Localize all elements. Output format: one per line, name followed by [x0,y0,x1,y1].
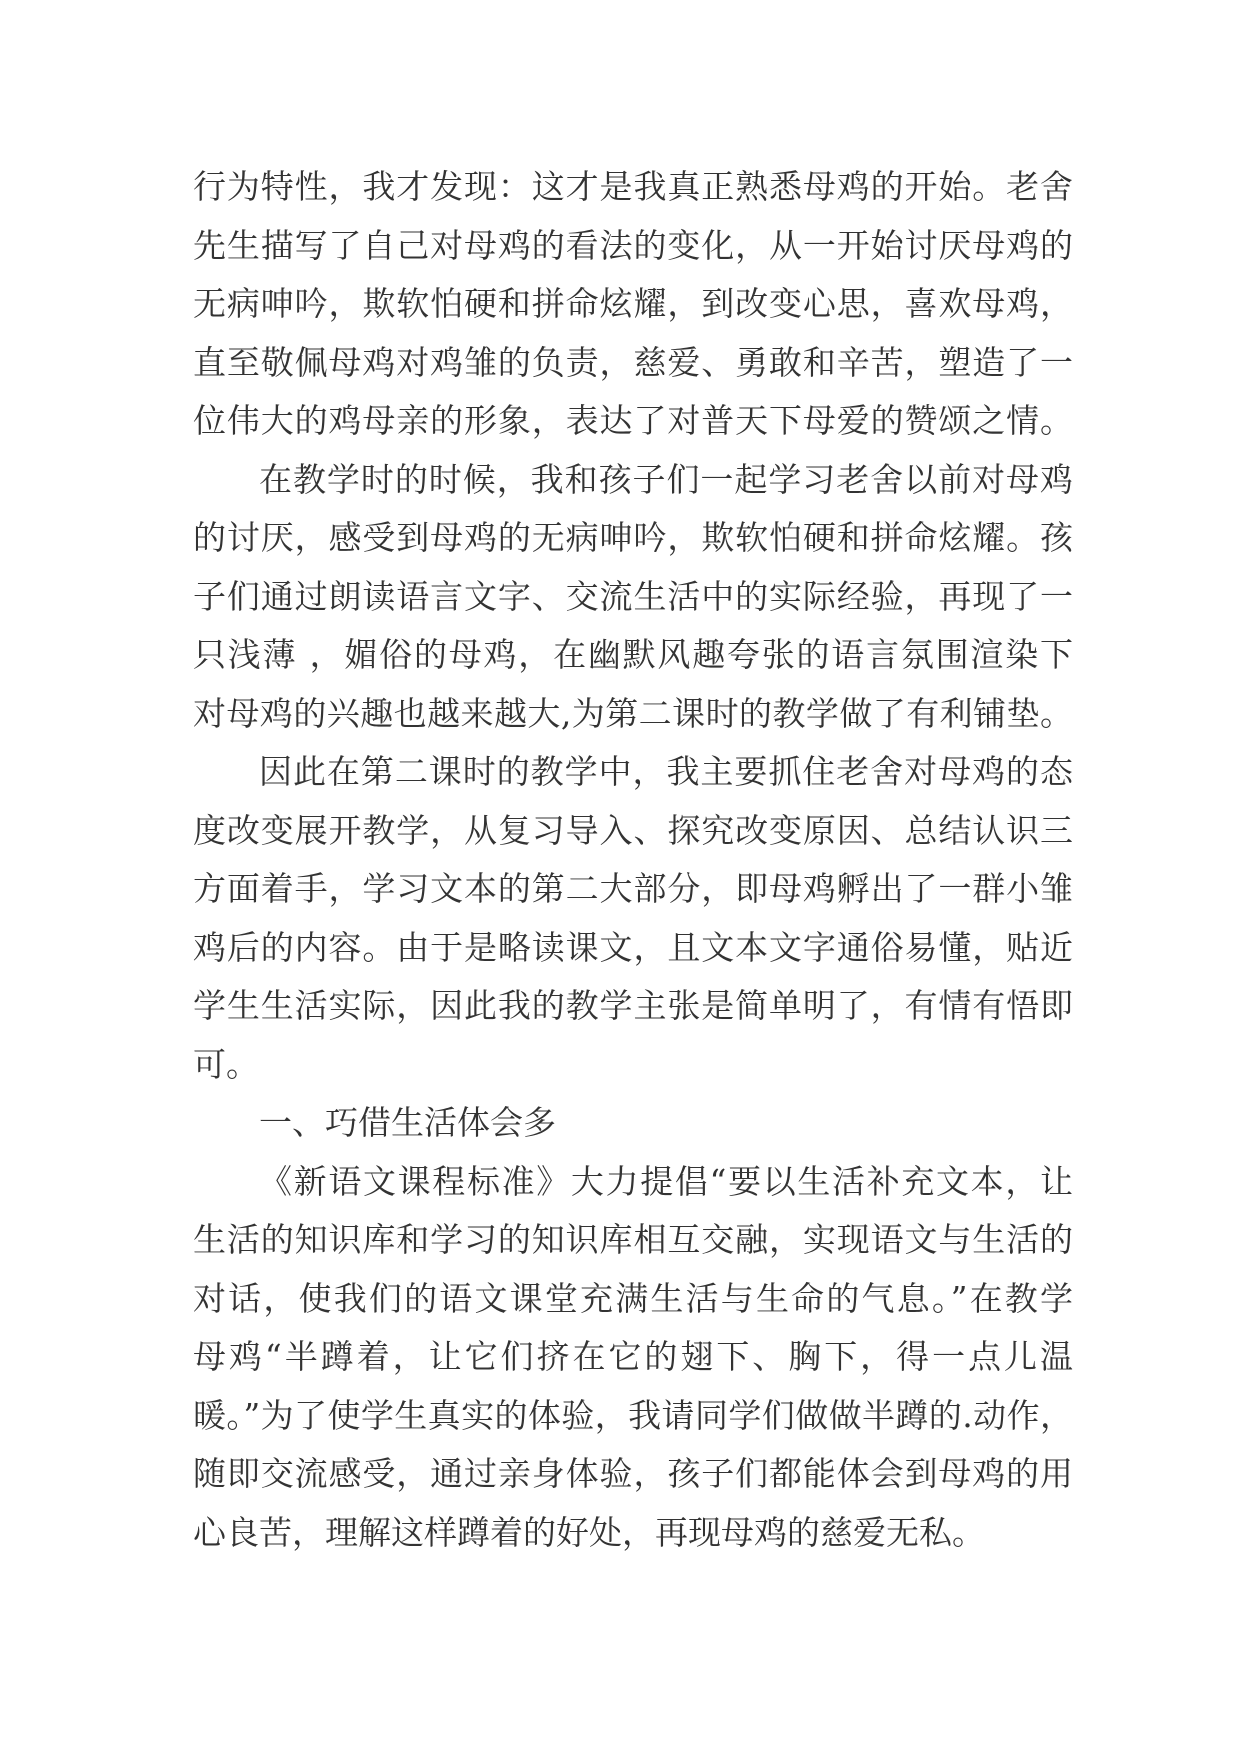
text-line: 无病呻吟，欺软怕硬和拼命炫耀，到改变心思，喜欢母鸡， [193,284,1073,323]
text-line: 只浅薄 ，媚俗的母鸡，在幽默风趣夸张的语言氛围渲染下 [193,635,1073,674]
text-line: 直至敬佩母鸡对鸡雏的负责，慈爱、勇敢和辛苦，塑造了一 [193,342,1073,382]
text-line: 对话，使我们的语文课堂充满生活与生命的气息。”在教学 [193,1278,1073,1318]
text-line: 先生描写了自己对母鸡的看法的变化，从一开始讨厌母鸡的 [193,225,1073,265]
body-text [193,158,1073,1562]
text-line: 行为特性，我才发现：这才是我真正熟悉母鸡的开始。老舍 [193,167,1073,206]
text-line: 度改变展开教学，从复习导入、探究改变原因、总结认识三 [193,810,1073,850]
text-line: 生活的知识库和学习的知识库相互交融，实现语文与生活的 [193,1220,1073,1259]
paragraph-first-line: 因此在第二课时的教学中，我主要抓住老舍对母鸡的态 [259,752,1073,791]
text-line: 可。 [193,1044,259,1084]
text-line: 位伟大的鸡母亲的形象，表达了对普天下母爱的赞颂之情。 [193,401,1073,440]
text-line: 方面着手，学习文本的第二大部分，即母鸡孵出了一群小雏 [193,869,1073,908]
text-line: 随即交流感受，通过亲身体验，孩子们都能体会到母鸡的用 [193,1454,1073,1493]
text-line: 暖。”为了使学生真实的体验，我请同学们做做半蹲的.动作， [193,1395,1073,1435]
text-line: 母鸡“半蹲着，让它们挤在它的翅下、胸下，得一点儿温 [193,1337,1073,1376]
text-line: 子们通过朗读语言文字、交流生活中的实际经验，再现了一 [193,576,1073,616]
section-heading: 一、巧借生活体会多 [259,1103,556,1142]
text-line: 鸡后的内容。由于是略读课文，且文本文字通俗易懂，贴近 [193,927,1073,967]
text-line: 心良苦，理解这样蹲着的好处，再现母鸡的慈爱无私。 [193,1512,985,1552]
paragraph-first-line: 在教学时的时候，我和孩子们一起学习老舍以前对母鸡 [259,459,1073,499]
text-line: 对母鸡的兴趣也越来越大,为第二课时的教学做了有利铺垫。 [193,693,1073,733]
text-line: 学生生活实际，因此我的教学主张是简单明了，有情有悟即 [193,986,1073,1025]
paragraph-first-line: 《新语文课程标准》大力提倡“要以生活补充文本，让 [259,1161,1073,1201]
text-line: 的讨厌，感受到母鸡的无病呻吟，欺软怕硬和拼命炫耀。孩 [193,518,1073,557]
